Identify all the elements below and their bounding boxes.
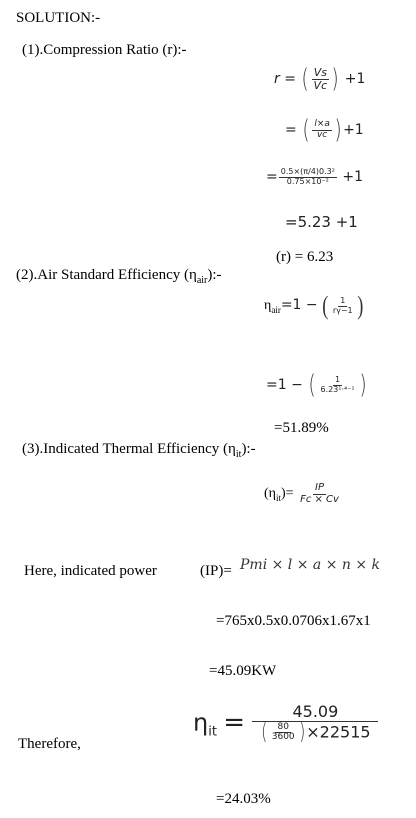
- fraction: [279, 168, 337, 186]
- air-efficiency-eq-2: [266, 372, 368, 398]
- section-3-title: [22, 440, 256, 464]
- thermal-efficiency-eq: [264, 483, 342, 507]
- eq-lhs: (η: [264, 486, 276, 502]
- paren-open: (: [301, 64, 310, 94]
- compression-ratio-eq-4: =5.23 +1: [285, 213, 358, 231]
- eta-numerator: 45.09: [252, 704, 378, 722]
- eq-lhs: r =: [274, 71, 296, 87]
- fraction-denominator: vc: [316, 129, 328, 140]
- section-2-title: [16, 266, 222, 290]
- fraction-denominator: 6.23¹·⁴⁻¹: [320, 384, 355, 394]
- section-1-title: (1).Compression Ratio (r):-: [22, 42, 187, 58]
- fraction: [298, 483, 341, 505]
- fraction-denominator: 0.75×10⁻²: [286, 176, 329, 186]
- eta-equals: =: [223, 707, 246, 738]
- fraction-numerator: 1: [334, 375, 341, 385]
- eq-lhs: =: [285, 122, 297, 138]
- fraction-numerator: 0.5×(π/4)0.3²: [280, 167, 335, 177]
- eta-subscript: it: [208, 724, 217, 740]
- paren-open: (: [261, 721, 268, 745]
- eta-fraction: [252, 704, 378, 746]
- title-end: ):-: [207, 267, 222, 283]
- eta-inner-numerator: 80: [277, 721, 289, 732]
- paren-open: (: [322, 291, 329, 320]
- fraction-numerator: Vs: [313, 65, 327, 79]
- paren-open: (: [308, 370, 316, 400]
- eta-multiplier: ×22515: [306, 722, 371, 742]
- eq-tail: +1: [343, 122, 364, 138]
- eta-denominator: [258, 722, 372, 746]
- paren-open: (: [302, 115, 310, 145]
- air-efficiency-eq-1: [264, 293, 364, 319]
- thermal-efficiency-result: =24.03%: [216, 791, 271, 807]
- fraction-denominator: rγ−1: [332, 305, 353, 315]
- title-text: (3).Indicated Thermal Efficiency (η: [22, 441, 236, 457]
- title-end: ):-: [241, 441, 256, 457]
- eta-inner-fraction: [270, 723, 297, 743]
- compression-ratio-result: (r) = 6.23: [276, 249, 334, 265]
- title-subscript: it: [235, 449, 242, 460]
- paren-close: ): [334, 115, 342, 145]
- eq-lhs: =: [266, 169, 278, 185]
- eq-lhs-subscript: air: [271, 305, 281, 316]
- compression-ratio-eq-2: [285, 117, 364, 143]
- fraction-numerator: IP: [315, 482, 324, 493]
- fraction-denominator: Vc: [313, 78, 328, 92]
- indicated-power-formula: Pmi × l × a × n × k: [240, 557, 381, 573]
- paren-close: ): [359, 370, 367, 400]
- therefore-label: Therefore,: [18, 736, 81, 752]
- paren-close: ): [356, 291, 364, 320]
- compression-ratio-eq-1: [274, 66, 365, 92]
- fraction: [331, 297, 355, 315]
- eq-lhs-end: )=: [281, 486, 294, 502]
- fraction-numerator: 1: [340, 296, 346, 306]
- paren-close: ): [331, 64, 339, 94]
- indicated-power-calc: =765x0.5x0.0706x1.67x1: [216, 613, 371, 629]
- eta-inner-denominator: 3600: [271, 732, 295, 743]
- thermal-efficiency-final-eq: [193, 704, 379, 746]
- air-efficiency-result: =51.89%: [274, 420, 329, 436]
- indicated-power-result: =45.09KW: [209, 663, 277, 679]
- solution-heading: SOLUTION:-: [16, 10, 101, 26]
- eq-tail: +1: [344, 71, 366, 87]
- indicated-power-label: Here, indicated power: [24, 563, 157, 579]
- fraction: [312, 120, 332, 140]
- eq-lhs: =1 −: [266, 377, 303, 393]
- fraction-numerator: l×a: [314, 119, 330, 130]
- eta-symbol: η: [193, 708, 209, 737]
- eq-lhs-subscript: it: [275, 493, 281, 504]
- eq-lhs: η: [264, 298, 272, 314]
- fraction: [312, 67, 330, 91]
- title-subscript: air: [196, 275, 208, 286]
- fraction-denominator: Fc × Cv: [300, 493, 339, 505]
- compression-ratio-eq-3: [266, 168, 363, 186]
- indicated-power-lhs: (IP)=: [200, 563, 232, 579]
- eq-tail: +1: [342, 169, 364, 185]
- eq-operator: =1 −: [280, 297, 318, 314]
- title-text: (2).Air Standard Efficiency (η: [16, 267, 197, 283]
- fraction: [318, 376, 356, 394]
- paren-close: ): [298, 721, 305, 745]
